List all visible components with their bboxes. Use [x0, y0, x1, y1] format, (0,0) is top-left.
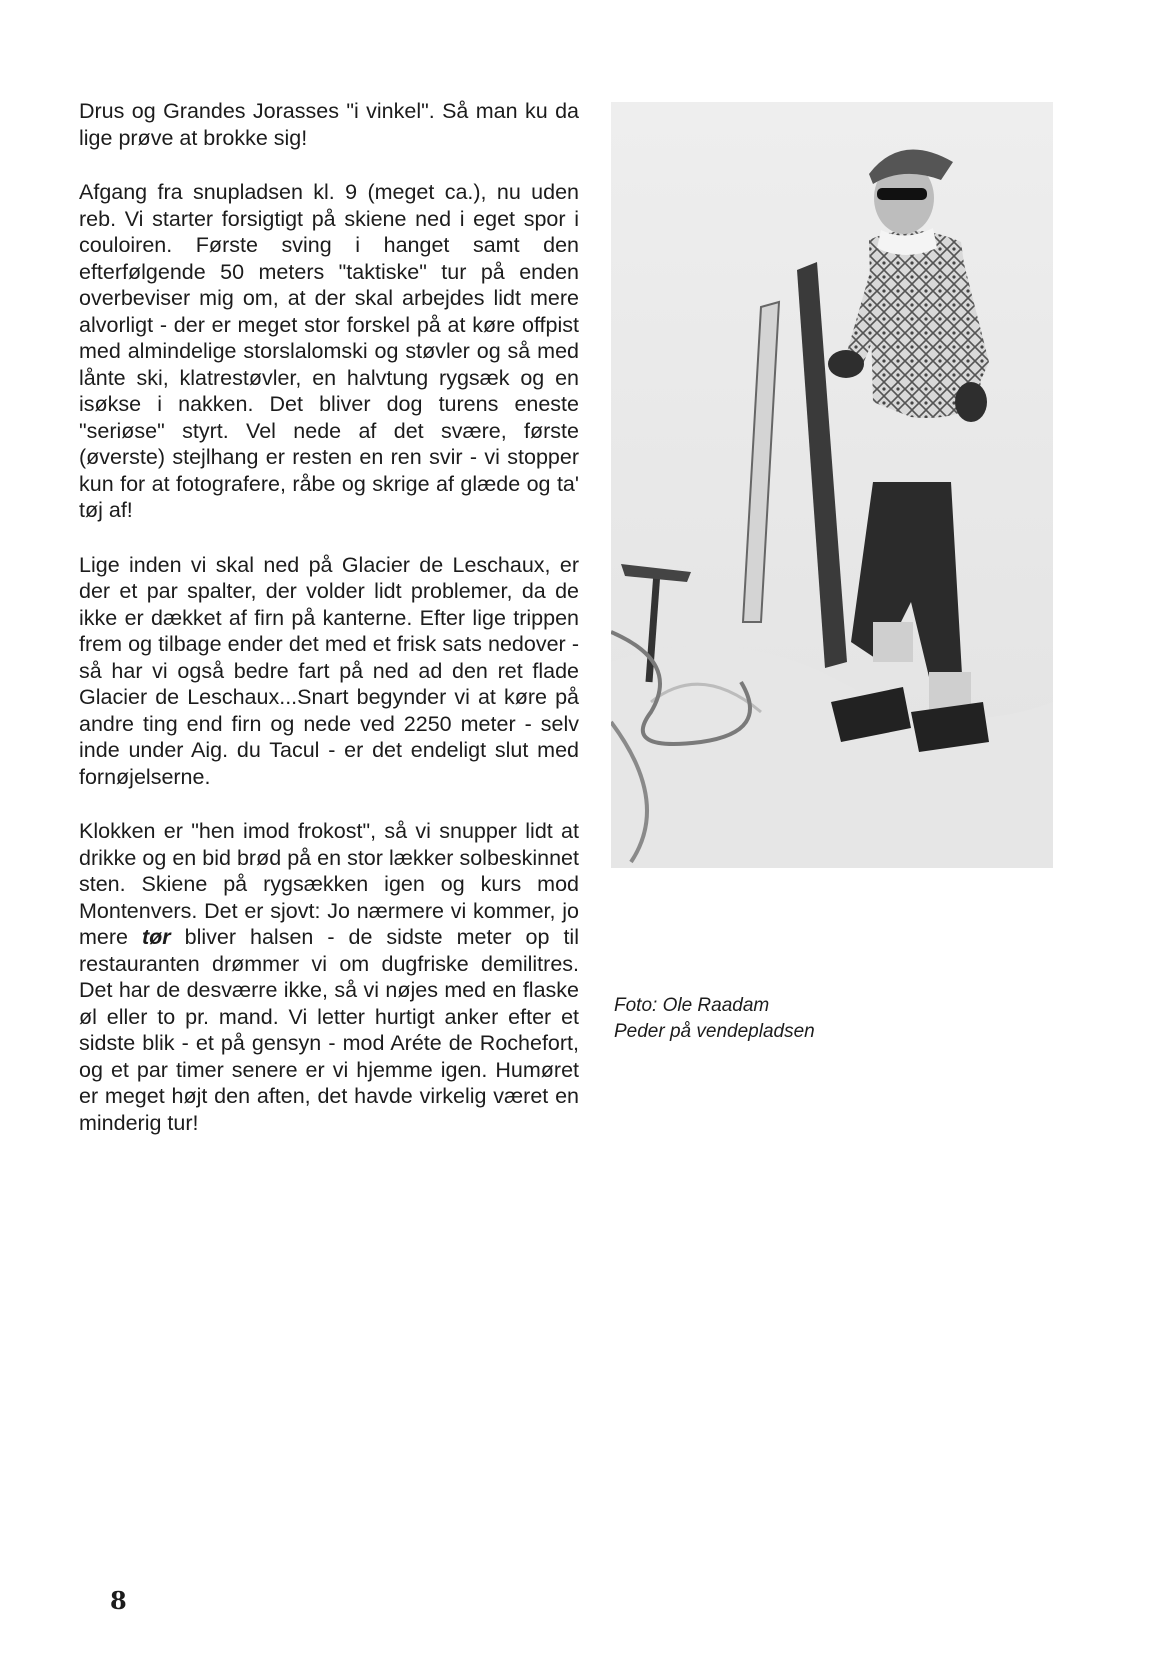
caption-credit: Foto: Ole Raadam — [614, 995, 770, 1016]
paragraph-4-part-2: bliver halsen - de sidste meter op til restauranten drømmer vi om dugfriske demilitres. Det har de desværre ikke, så vi nøjes med en flaske øl eller to pr. mand. Vi letter hurtigt anker efter et sidste blik - et på gensyn - mod Aréte de Rochefort, og et par timer senere er vi hjemme igen. Humøret er meget højt den aften, det havde virkelig været en minderig tur! — [79, 925, 579, 1135]
photo-caption — [614, 993, 1054, 1045]
article-text — [79, 98, 579, 1164]
skier-photo — [611, 102, 1053, 868]
emphasis-word: tør — [141, 925, 171, 949]
paragraph-4-part-1: Klokken er "hen imod frokost", så vi snupper lidt at drikke og en bid brød på en stor lækker solbeskinnet sten. Skiene på rygsækken igen og kurs mod Montenvers. Det er sjovt: Jo nærmere vi kommer, jo mere — [79, 819, 579, 949]
paragraph-2: Afgang fra snupladsen kl. 9 (meget ca.), nu uden reb. Vi starter forsigtigt på skiene ned i eget spor i couloiren. Første sving i hanget samt den efterfølgende 50 meters "taktiske" tur på enden overbeviser mig om, at der skal arbejdes lidt mere alvorligt - der er meget stor forskel på at køre offpist med almindelige storslalomski og støvler og så med lånte ski, klatrestøvler, en halvtung rygsæk og en isøkse i nakken. Det bliver dog turens eneste "seriøse" styrt. Vel nede af det svære, første (øverste) stejlhang er resten en ren svir - vi stopper kun for at fotografere, råbe og skrige af glæde og ta' tøj af! — [79, 180, 579, 522]
paragraph-1: Drus og Grandes Jorasses "i vinkel". Så man ku da lige prøve at brokke sig! — [79, 99, 579, 150]
page-number: 8 — [110, 1586, 127, 1615]
caption-text: Peder på vendepladsen — [614, 1021, 815, 1042]
skier-photo-illustration — [611, 102, 1053, 868]
paragraph-4 — [79, 818, 579, 1136]
paragraph-3: Lige inden vi skal ned på Glacier de Leschaux, er der et par spalter, der volder lidt problemer, da de ikke er dækket af firn på kanterne. Efter lige trippen frem og tilbage ender det med et frisk sats nedover - så har vi også bedre fart på ned ad den ret flade Glacier de Leschaux...Snart begynder vi at køre på andre ting end firn og nede ved 2250 meter - selv inde under Aig. du Tacul - er det endeligt slut med fornøjelserne. — [79, 552, 579, 789]
